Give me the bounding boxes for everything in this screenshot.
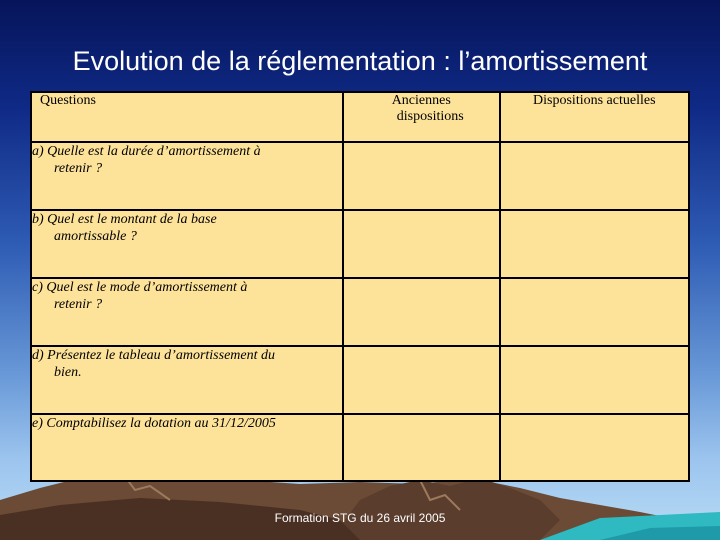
slide-footer: Formation STG du 26 avril 2005 [274, 511, 446, 525]
table-header-row [31, 92, 689, 142]
table-row [31, 414, 689, 481]
question-c-line2: retenir ? [54, 297, 103, 312]
question-e-line1: e) Comptabilisez la dotation au 31/12/2005 [32, 416, 276, 431]
table-row [31, 142, 689, 210]
current-cell-c[interactable] [500, 278, 689, 346]
old-cell-b[interactable] [343, 210, 500, 278]
slide-title: Evolution de la réglementation : l’amortissement [72, 46, 648, 76]
regulation-table [30, 91, 690, 482]
table-row [31, 210, 689, 278]
header-old-line1: Anciennes [391, 93, 451, 108]
question-d-line1: d) Présentez le tableau d’amortissement du [32, 348, 276, 363]
table-row [31, 278, 689, 346]
header-old-line2: dispositions [396, 109, 464, 124]
question-b [31, 210, 343, 278]
question-b-line2: amortissable ? [54, 229, 137, 244]
header-old-dispositions [343, 92, 500, 142]
question-e [31, 414, 343, 481]
header-current-label: Dispositions actuelles [533, 93, 656, 108]
question-a [31, 142, 343, 210]
old-cell-c[interactable] [343, 278, 500, 346]
header-questions [31, 92, 343, 142]
old-cell-a[interactable] [343, 142, 500, 210]
header-questions-label: Questions [40, 93, 96, 108]
current-cell-e[interactable] [500, 414, 689, 481]
question-d-line2: bien. [54, 365, 82, 380]
question-c-line1: c) Quel est le mode d’amortissement à [32, 280, 248, 295]
question-a-line2: retenir ? [54, 161, 103, 176]
old-cell-e[interactable] [343, 414, 500, 481]
header-current-dispositions [500, 92, 689, 142]
question-b-line1: b) Quel est le montant de la base [32, 212, 217, 227]
question-a-line1: a) Quelle est la durée d’amortissement à [32, 144, 261, 159]
table-row [31, 346, 689, 414]
question-d [31, 346, 343, 414]
current-cell-b[interactable] [500, 210, 689, 278]
current-cell-d[interactable] [500, 346, 689, 414]
question-c [31, 278, 343, 346]
current-cell-a[interactable] [500, 142, 689, 210]
old-cell-d[interactable] [343, 346, 500, 414]
